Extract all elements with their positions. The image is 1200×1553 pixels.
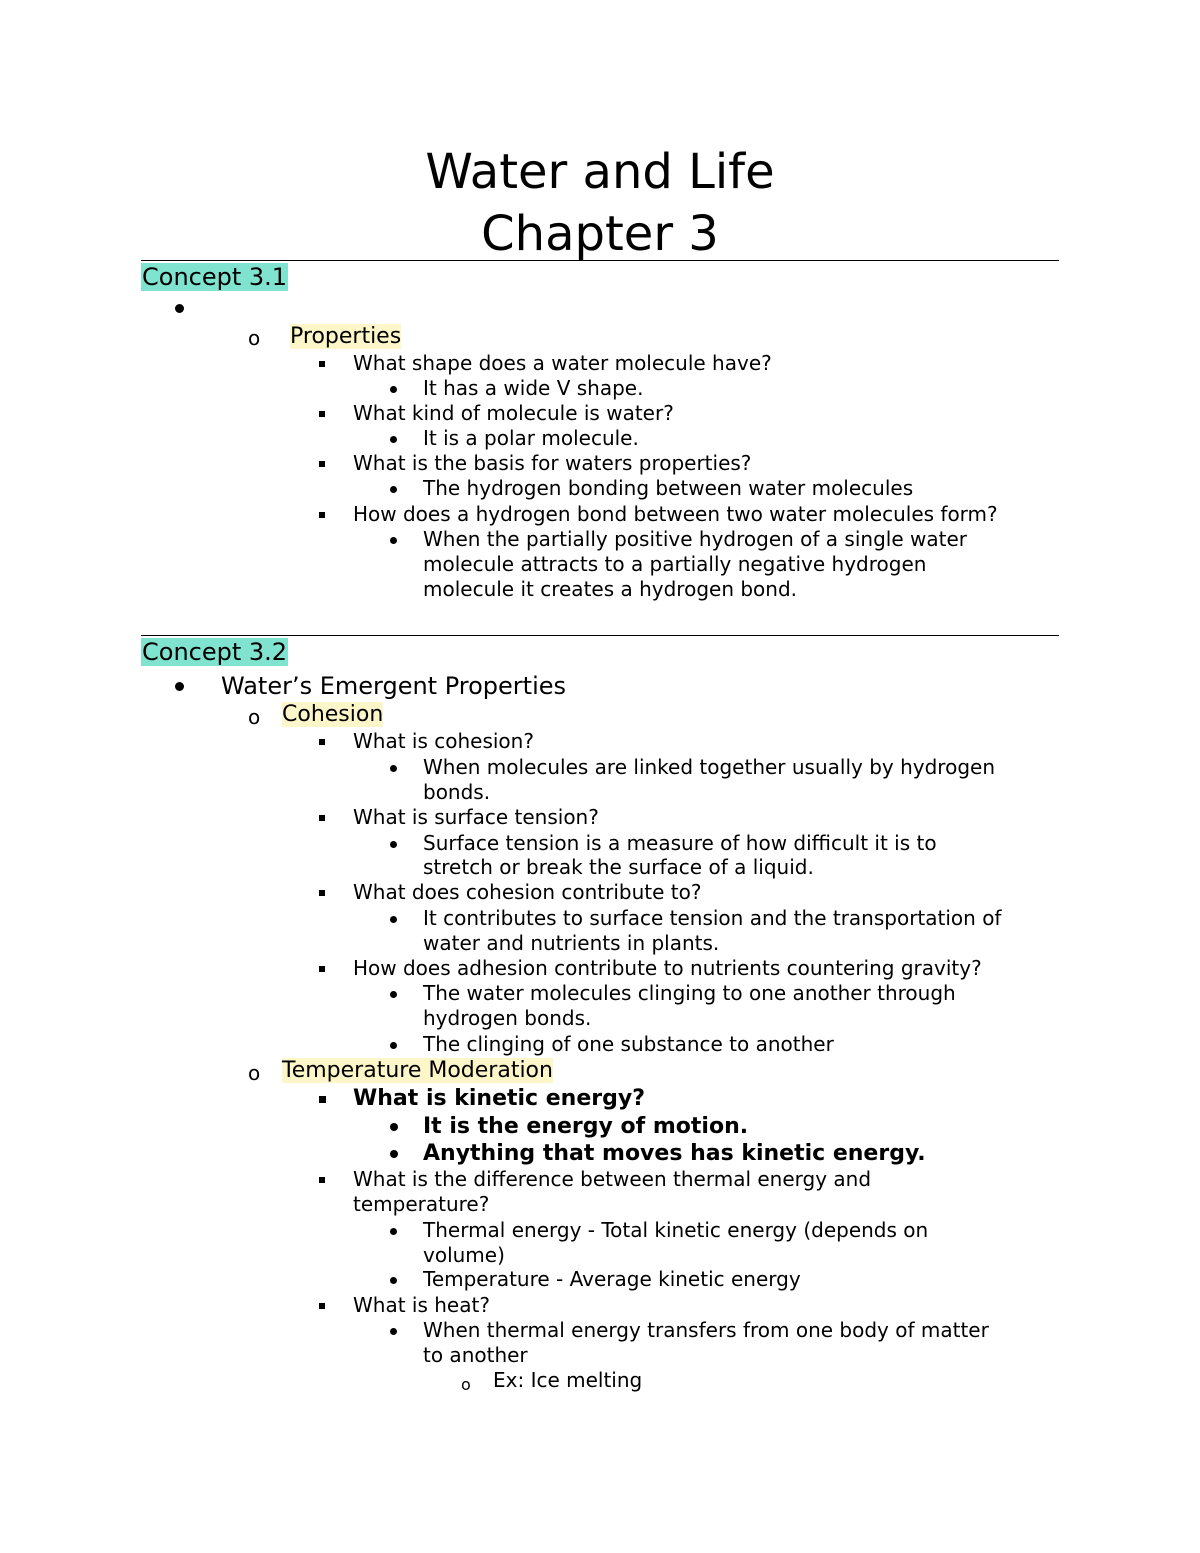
- divider: [141, 635, 1059, 636]
- bullet-dot-icon: [390, 436, 397, 443]
- circle-bullet-icon: o: [461, 1375, 471, 1394]
- question: What shape does a water molecule have?: [353, 351, 772, 375]
- question: How does adhesion contribute to nutrients countering gravity?: [353, 956, 982, 980]
- square-bullet-icon: [319, 966, 325, 972]
- bullet-dot-icon: [390, 486, 397, 493]
- section-label: Cohesion: [282, 702, 384, 727]
- question: What is the difference between thermal energy and: [353, 1167, 872, 1191]
- answer: volume): [423, 1243, 505, 1267]
- answer: It is a polar molecule.: [423, 426, 639, 450]
- section-label: Properties: [290, 324, 402, 349]
- bullet-dot-icon: [175, 304, 184, 313]
- question: What is the basis for waters properties?: [353, 451, 752, 475]
- square-bullet-icon: [319, 461, 325, 467]
- answer: molecule it creates a hydrogen bond.: [423, 577, 798, 601]
- square-bullet-icon: [319, 1096, 326, 1103]
- bullet-dot-icon: [390, 765, 397, 772]
- topic-heading: Water’s Emergent Properties: [221, 672, 566, 700]
- example: Ex: Ice melting: [493, 1368, 643, 1392]
- answer: It is the energy of motion.: [423, 1114, 749, 1139]
- question: What is heat?: [353, 1293, 490, 1317]
- question: What kind of molecule is water?: [353, 401, 674, 425]
- answer: Anything that moves has kinetic energy.: [423, 1141, 926, 1166]
- answer: bonds.: [423, 780, 491, 804]
- bullet-dot-icon: [390, 916, 397, 923]
- answer: Thermal energy - Total kinetic energy (depends on: [423, 1218, 929, 1242]
- concept-heading: Concept 3.1: [142, 263, 288, 291]
- bullet-dot-icon: [175, 682, 184, 691]
- answer: When thermal energy transfers from one body of matter: [423, 1318, 989, 1342]
- question: What is kinetic energy?: [353, 1086, 645, 1111]
- question: What does cohesion contribute to?: [353, 880, 702, 904]
- answer: When molecules are linked together usually by hydrogen: [423, 755, 996, 779]
- bullet-dot-icon: [390, 537, 397, 544]
- answer: It has a wide V shape.: [423, 376, 644, 400]
- question: temperature?: [353, 1192, 490, 1216]
- title-line-1: Water and Life: [425, 144, 775, 200]
- answer: When the partially positive hydrogen of a single water: [423, 527, 967, 551]
- question: What is cohesion?: [353, 729, 534, 753]
- square-bullet-icon: [319, 815, 325, 821]
- bullet-dot-icon: [390, 1150, 398, 1158]
- answer: hydrogen bonds.: [423, 1006, 592, 1030]
- answer: Temperature - Average kinetic energy: [423, 1267, 801, 1291]
- bullet-dot-icon: [390, 1042, 397, 1049]
- bullet-dot-icon: [390, 1277, 397, 1284]
- answer: stretch or break the surface of a liquid.: [423, 855, 814, 879]
- square-bullet-icon: [319, 890, 325, 896]
- answer: It contributes to surface tension and the transportation of: [423, 906, 1002, 930]
- square-bullet-icon: [319, 1177, 325, 1183]
- bullet-dot-icon: [390, 991, 397, 998]
- answer: The hydrogen bonding between water molecules: [423, 476, 914, 500]
- answer: molecule attracts to a partially negative hydrogen: [423, 552, 927, 576]
- bullet-dot-icon: [390, 841, 397, 848]
- square-bullet-icon: [319, 361, 325, 367]
- circle-bullet-icon: o: [248, 326, 261, 350]
- answer: water and nutrients in plants.: [423, 931, 720, 955]
- circle-bullet-icon: o: [248, 705, 261, 729]
- section-label: Temperature Moderation: [282, 1058, 553, 1083]
- title-line-2: Chapter 3: [481, 206, 719, 262]
- square-bullet-icon: [319, 512, 325, 518]
- circle-bullet-icon: o: [248, 1061, 261, 1085]
- bullet-dot-icon: [390, 1228, 397, 1235]
- bullet-dot-icon: [390, 1328, 397, 1335]
- answer: Surface tension is a measure of how difficult it is to: [423, 831, 937, 855]
- answer: The clinging of one substance to another: [423, 1032, 834, 1056]
- answer: to another: [423, 1343, 528, 1367]
- question: What is surface tension?: [353, 805, 599, 829]
- question: How does a hydrogen bond between two water molecules form?: [353, 502, 998, 526]
- square-bullet-icon: [319, 411, 325, 417]
- concept-heading: Concept 3.2: [142, 638, 288, 666]
- square-bullet-icon: [319, 739, 325, 745]
- bullet-dot-icon: [390, 386, 397, 393]
- bullet-dot-icon: [390, 1123, 398, 1131]
- square-bullet-icon: [319, 1303, 325, 1309]
- divider: [141, 260, 1059, 261]
- answer: The water molecules clinging to one another through: [423, 981, 956, 1005]
